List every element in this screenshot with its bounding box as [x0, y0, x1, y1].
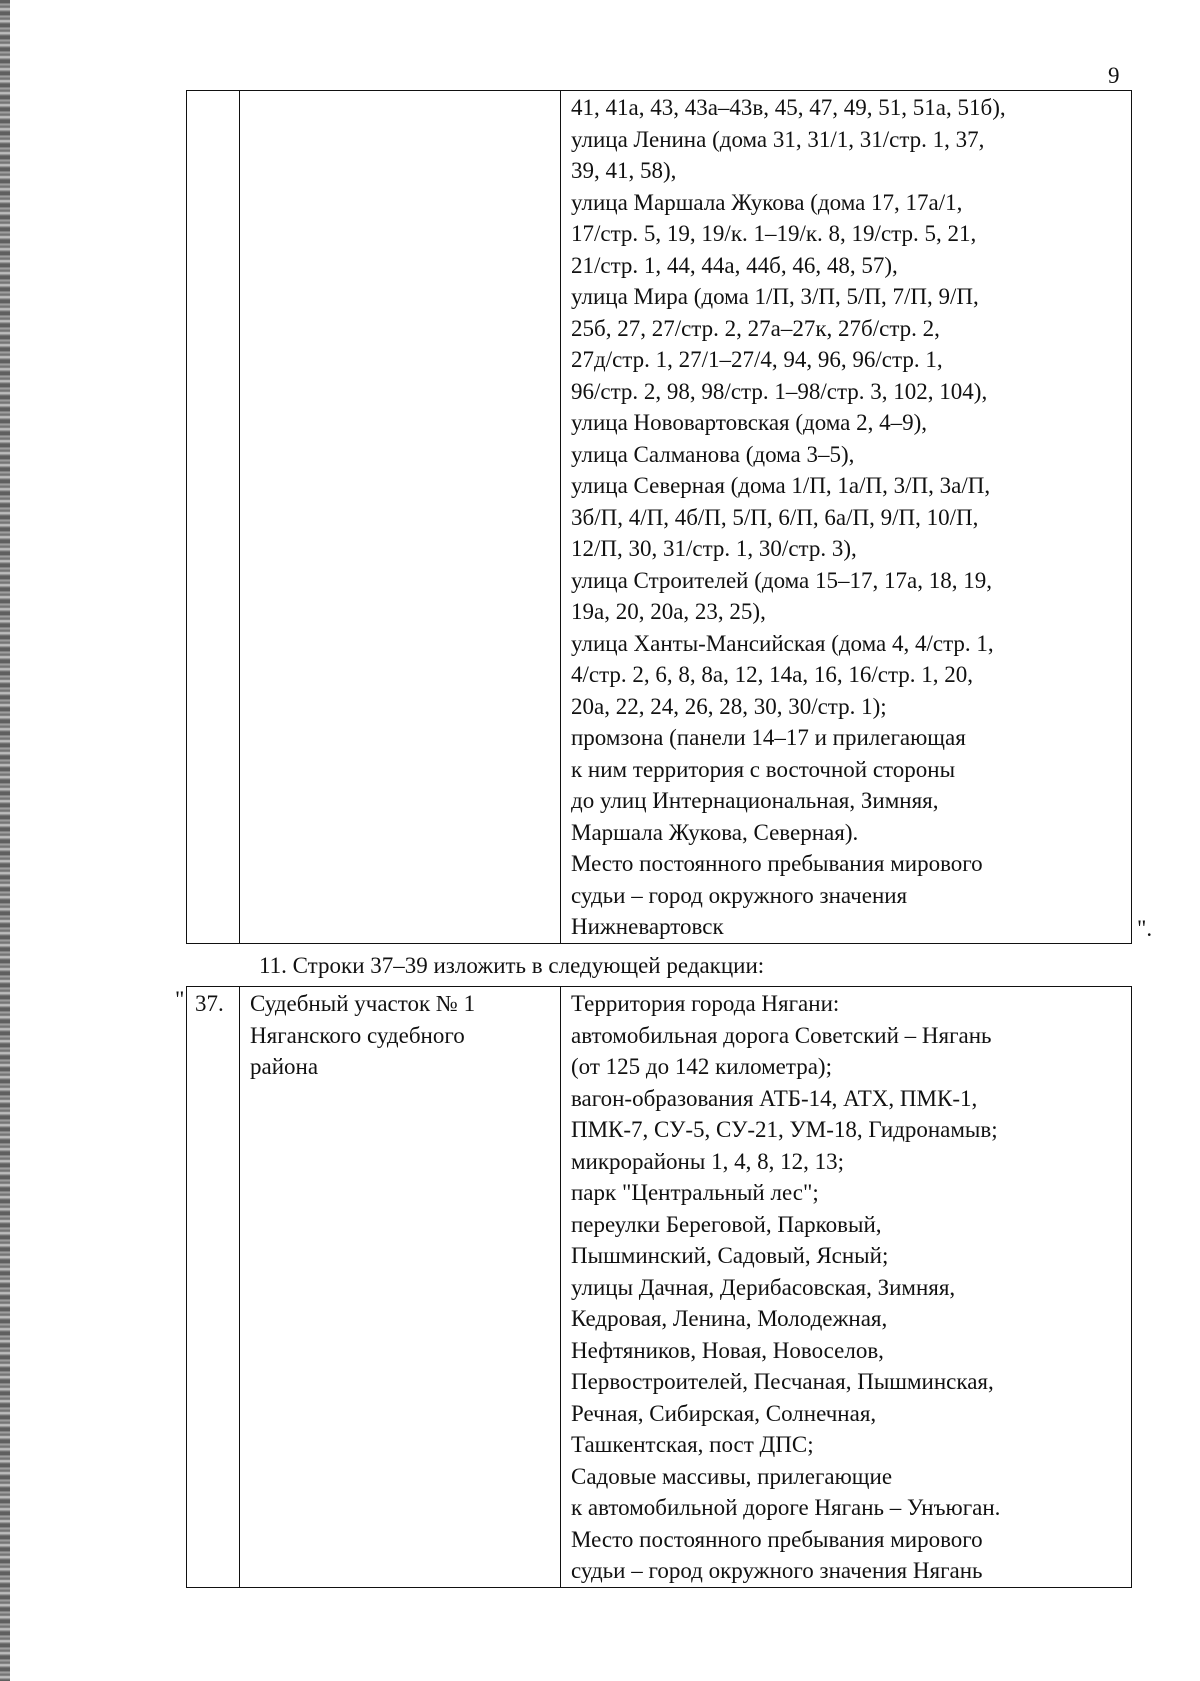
territory-line: улица Мира (дома 1/П, 3/П, 5/П, 7/П, 9/П,	[571, 284, 979, 309]
territory-line: Речная, Сибирская, Солнечная,	[571, 1400, 877, 1426]
territory-line: улица Ханты-Мансийская (дома 4, 4/стр. 1,	[571, 630, 994, 656]
territory-cell	[561, 987, 1132, 1588]
territory-line: Садовые массивы, прилегающие	[571, 1463, 893, 1489]
territory-line: 41, 41а, 43, 43а–43в, 45, 47, 49, 51, 51а, 51б),	[571, 95, 1006, 120]
territory-line: вагон-образования АТБ-14, АТХ, ПМК-1,	[571, 1085, 978, 1111]
opening-quote-mark: "	[175, 987, 185, 1012]
page-number: 9	[1108, 63, 1120, 88]
territory-line: Нижневартовск	[571, 914, 724, 939]
territory-line: до улиц Интернациональная, Зимняя,	[571, 788, 939, 813]
territory-line: 20а, 22, 24, 26, 28, 30, 30/стр. 1);	[571, 693, 887, 719]
territory-line: парк "Центральный лес";	[571, 1180, 819, 1205]
new-entry-table	[186, 986, 1132, 1588]
territory-line: 27д/стр. 1, 27/1–27/4, 94, 96, 96/стр. 1,	[571, 347, 943, 372]
territory-line: Территория города Нягани:	[571, 991, 840, 1016]
amendment-instruction: 11. Строки 37–39 изложить в следующей редакции:	[259, 953, 765, 978]
territory-line: микрорайоны 1, 4, 8, 12, 13;	[571, 1148, 844, 1174]
territory-line: 25б, 27, 27/стр. 2, 27а–27к, 27б/стр. 2,	[571, 315, 940, 341]
territory-text	[561, 91, 1131, 943]
territory-line: к автомобильной дороге Нягань – Унъюган.	[571, 1495, 1001, 1520]
territory-line: промзона (панели 14–17 и прилегающая	[571, 725, 966, 750]
territory-line: ПМК-7, СУ-5, СУ-21, УМ-18, Гидронамыв;	[571, 1117, 998, 1142]
territory-line: Нефтяников, Новая, Новоселов,	[571, 1337, 884, 1363]
territory-line: улица Строителей (дома 15–17, 17а, 18, 19,	[571, 567, 992, 593]
territory-line: 21/стр. 1, 44, 44а, 44б, 46, 48, 57),	[571, 252, 898, 278]
territory-line: улица Нововартовская (дома 2, 4–9),	[571, 410, 928, 435]
territory-line: 17/стр. 5, 19, 19/к. 1–19/к. 8, 19/стр. 5, 21,	[571, 221, 977, 246]
name-cell	[240, 987, 561, 1588]
territory-line: (от 125 до 142 километра);	[571, 1054, 832, 1079]
territory-cell	[561, 91, 1132, 944]
territory-line: улица Ленина (дома 31, 31/1, 31/стр. 1, 37,	[571, 126, 985, 152]
territory-line: улица Маршала Жукова (дома 17, 17а/1,	[571, 189, 963, 215]
name-cell-empty	[240, 91, 561, 944]
court-name-line: Няганского судебного	[250, 1022, 465, 1048]
table-row	[187, 91, 1132, 944]
territory-line: Маршала Жукова, Северная).	[571, 819, 859, 845]
table-row	[187, 987, 1132, 1588]
territory-line: Пышминский, Садовый, Ясный;	[571, 1243, 889, 1268]
territory-line: 3б/П, 4/П, 4б/П, 5/П, 6/П, 6а/П, 9/П, 10/П,	[571, 504, 979, 530]
court-name-line: района	[250, 1054, 319, 1079]
territory-line: автомобильная дорога Советский – Нягань	[571, 1022, 992, 1048]
territory-line: Ташкентская, пост ДПС;	[571, 1432, 814, 1457]
territory-line: к ним территория с восточной стороны	[571, 756, 956, 782]
territory-line: улица Северная (дома 1/П, 1а/П, 3/П, 3а/П,	[571, 473, 991, 498]
number-cell-empty	[187, 91, 240, 944]
territory-line: Место постоянного пребывания мирового	[571, 1526, 983, 1552]
territory-text	[561, 987, 1131, 1587]
territory-line: 96/стр. 2, 98, 98/стр. 1–98/стр. 3, 102, 104),	[571, 378, 988, 404]
number-cell	[187, 987, 240, 1588]
territory-line: Место постоянного пребывания мирового	[571, 851, 983, 876]
territory-line: 4/стр. 2, 6, 8, 8а, 12, 14а, 16, 16/стр. 1, 20,	[571, 662, 974, 687]
closing-quote-mark: ".	[1137, 916, 1153, 941]
territory-line: переулки Береговой, Парковый,	[571, 1211, 882, 1237]
territory-line: улицы Дачная, Дерибасовская, Зимняя,	[571, 1274, 956, 1300]
territory-line: судьи – город окружного значения Нягань	[571, 1558, 983, 1583]
territory-line: Кедровая, Ленина, Молодежная,	[571, 1306, 888, 1331]
territory-line: 39, 41, 58),	[571, 158, 677, 183]
territory-line: судьи – город окружного значения	[571, 882, 908, 908]
territory-line: 12/П, 30, 31/стр. 1, 30/стр. 3),	[571, 536, 857, 561]
territory-line: 19а, 20, 20а, 23, 25),	[571, 599, 766, 624]
continued-entry-table	[186, 90, 1132, 944]
court-name-line: Судебный участок № 1	[250, 991, 476, 1016]
territory-line: улица Салманова (дома 3–5),	[571, 441, 855, 467]
territory-line: Первостроителей, Песчаная, Пышминская,	[571, 1369, 994, 1394]
entry-number: 37.	[195, 991, 224, 1016]
court-name	[240, 987, 560, 1083]
scan-edge-artifact	[0, 0, 10, 1681]
